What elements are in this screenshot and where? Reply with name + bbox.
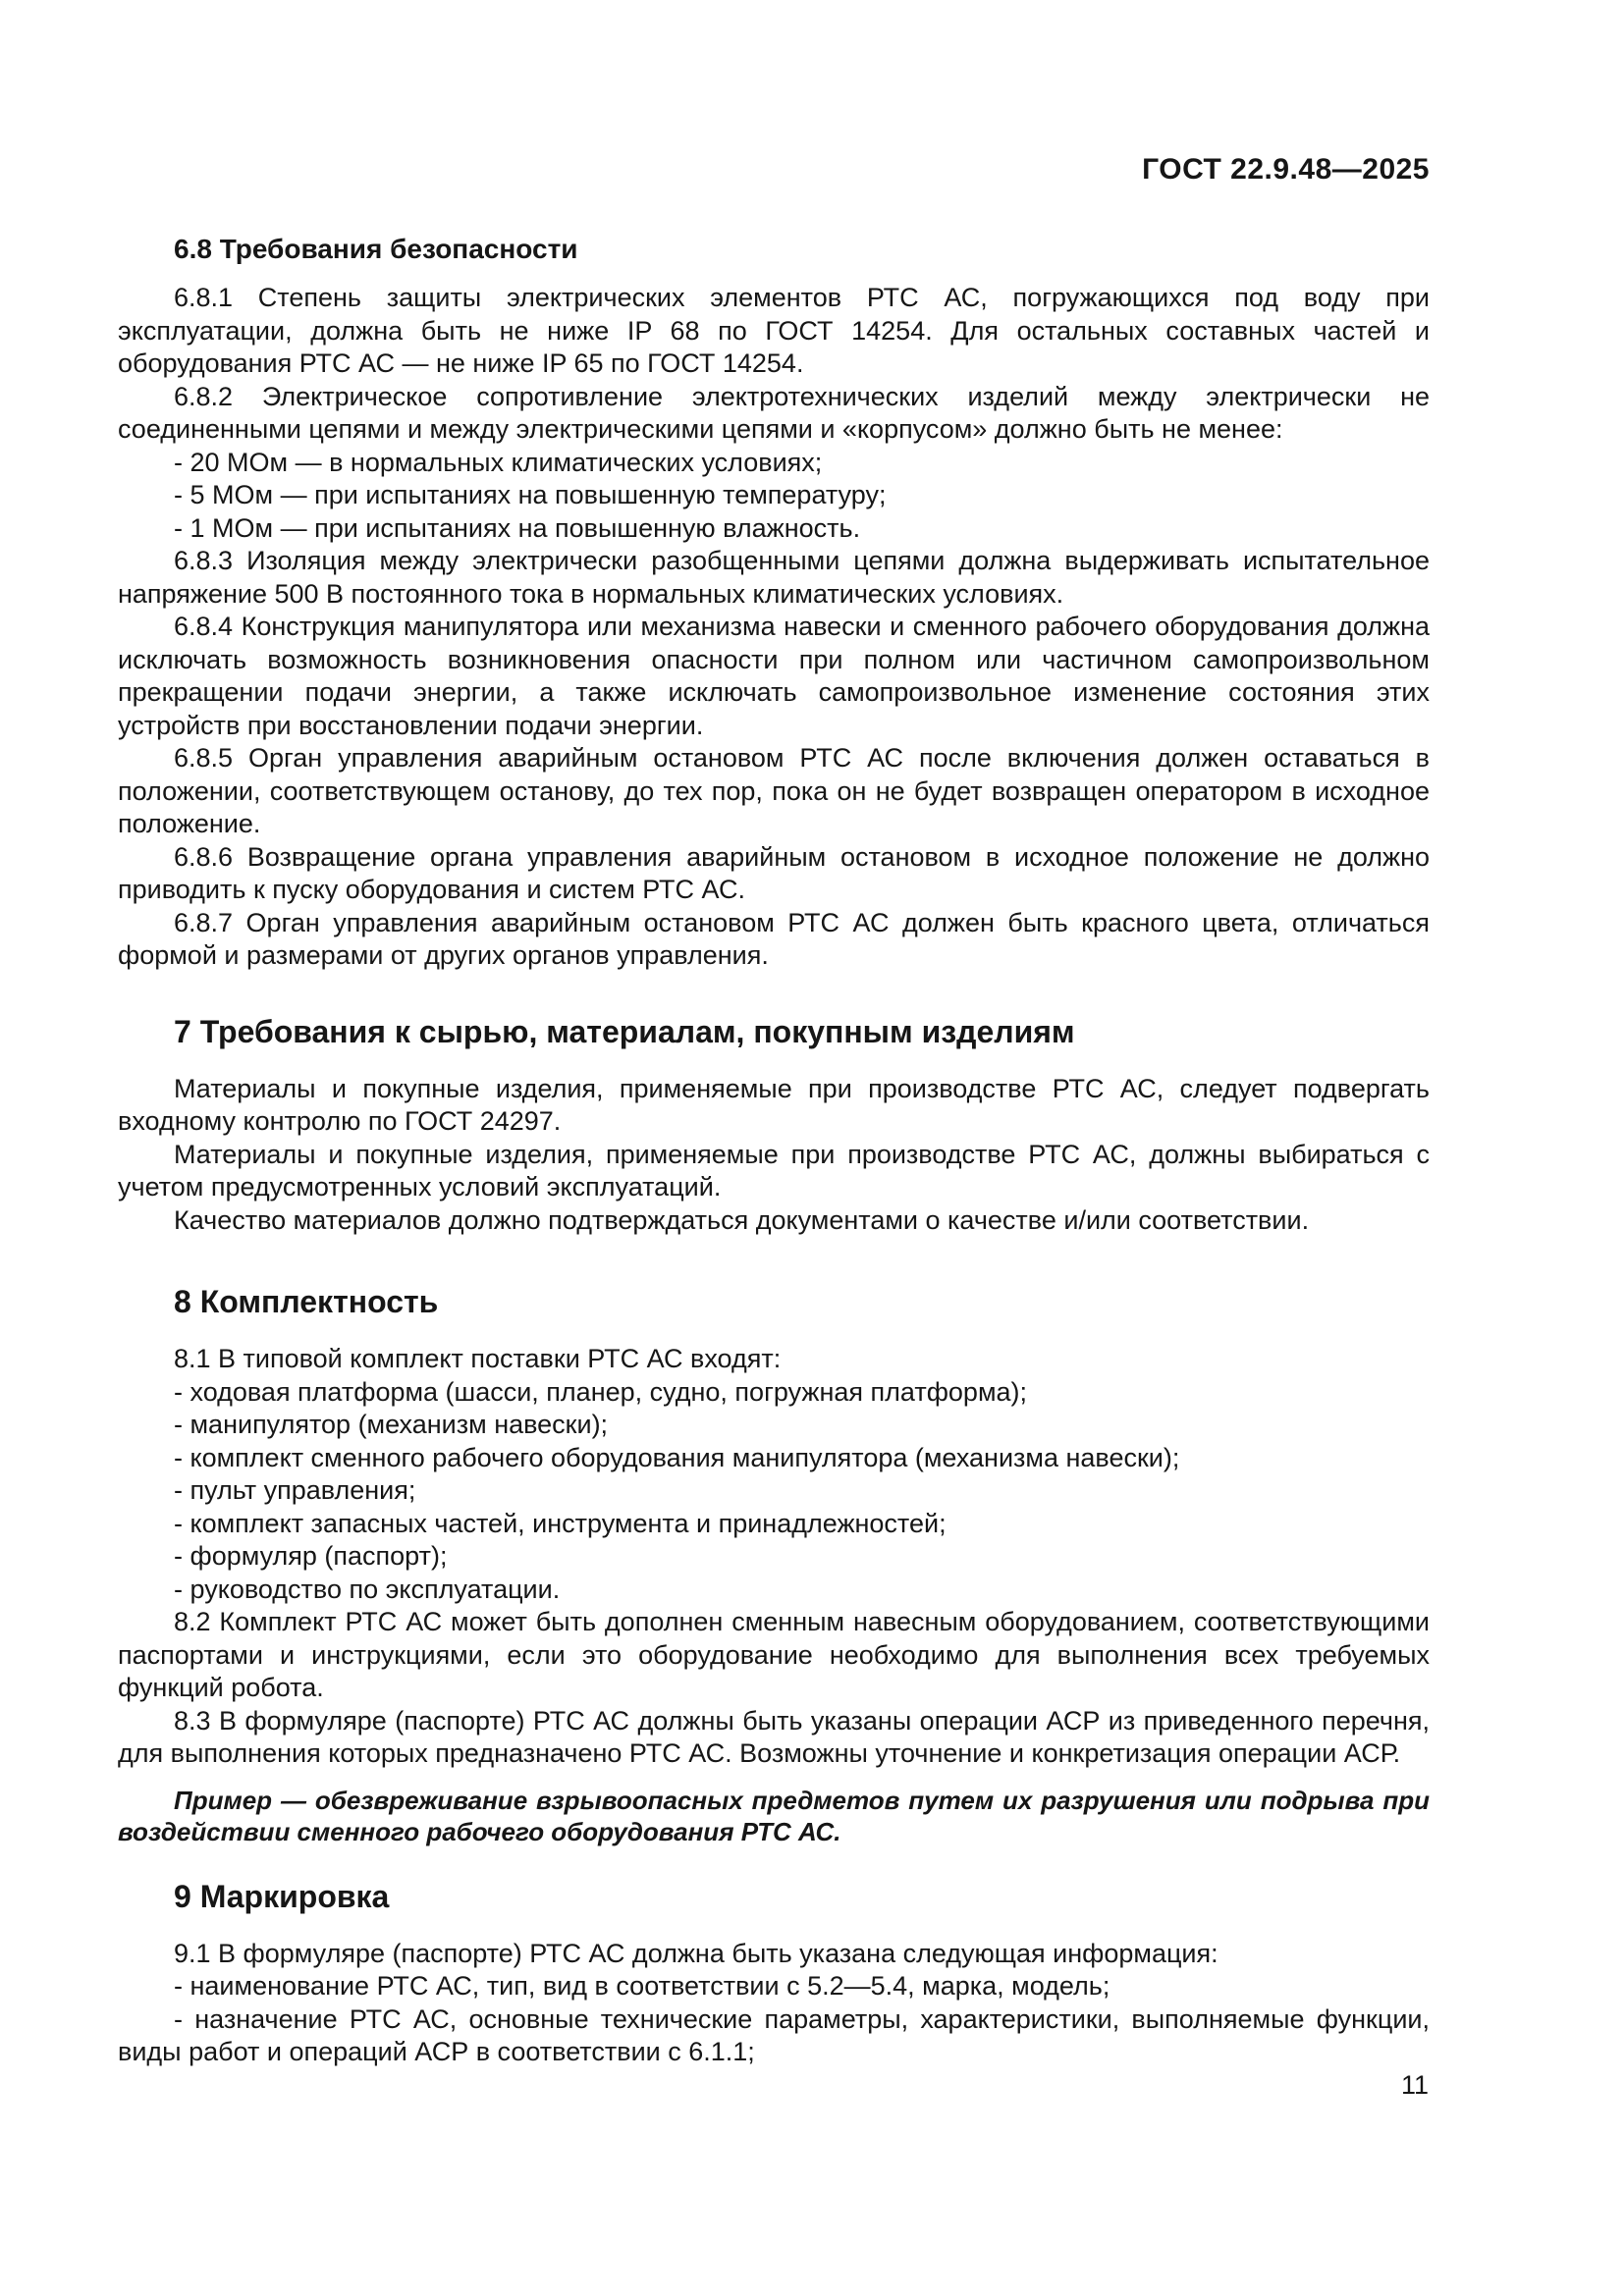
list-item-kit-5: - комплект запасных частей, инструмента и принадлежностей; [174,1508,947,1538]
para-6-8-2: 6.8.2 Электрическое сопротивление электротехнических изделий между электрически не соединенными цепями и между электрическими цепями и «корпусом» должно быть не менее: [118,381,1430,444]
page-number: 11 [1400,2070,1429,2100]
para-8-2: 8.2 Комплект РТС АС может быть дополнен сменным навесным оборудованием, соответствующими паспортами и инструкциями, если это оборудование необходимо для выполнения всех требуемых функций робота. [118,1607,1430,1702]
list-item-kit-3: - комплект сменного рабочего оборудования манипулятора (механизма навески); [174,1442,1180,1472]
section-9-heading: 9 Маркировка [174,1878,390,1914]
para-7-materials-selection: Материалы и покупные изделия, применяемые при производстве РТС АС, должны выбираться с учетом предусмотренных условий эксплуатаций. [118,1139,1430,1201]
list-item-kit-2: - манипулятор (механизм навески); [174,1410,609,1439]
list-item-kit-4: - пульт управления; [174,1475,416,1505]
section-7-heading: 7 Требования к сырью, материалам, покупным изделиям [174,1013,1075,1049]
section-8-heading: 8 Комплектность [174,1284,439,1319]
list-item-kit-6: - формуляр (паспорт); [174,1541,448,1571]
list-item-resistance-2: - 5 МОм — при испытаниях на повышенную температуру; [174,480,887,509]
para-7-quality: Качество материалов должно подтверждаться документами о качестве и/или соответствии. [174,1204,1310,1235]
list-item-resistance-3: - 1 МОм — при испытаниях на повышенную влажность. [174,512,861,543]
document-content [118,152,1430,2069]
para-6-8-7: 6.8.7 Орган управления аварийным остановом РТС АС должен быть красного цвета, отличаться формой и размерами от других органов управления. [118,907,1430,970]
list-item-resistance-1: - 20 МОм — в нормальных климатических условиях; [174,447,823,477]
list-item-kit-1: - ходовая платформа (шасси, планер, судно, погружная платформа); [174,1376,1028,1407]
list-item-marking-1: - наименование РТС АС, тип, вид в соответствии с 5.2—5.4, марка, модель; [174,1971,1110,2001]
doc-code-header: ГОСТ 22.9.48—2025 [1142,153,1430,186]
para-6-8-3: 6.8.3 Изоляция между электрически разобщенными цепями должна выдерживать испытательное напряжение 500 В постоянного тока в нормальных климатических условиях. [118,546,1430,609]
para-6-8-4: 6.8.4 Конструкция манипулятора или механизма навески и сменного рабочего оборудования должна исключать возможность возникновения опасности при полном или частичном самопроизвольном прекращении подачи энергии, а также исключать самопроизвольное изменение состояния этих устройств при восстановлении подачи энергии. [118,612,1430,740]
section-6-8-heading: 6.8 Требования безопасности [174,234,578,264]
para-6-8-1: 6.8.1 Степень защиты электрических элементов РТС АС, погружающихся под воду при эксплуатации, должна быть не ниже IP 68 по ГОСТ 14254. Для остальных составных частей и оборудования РТС АС — не ниже IP 65 по ГОСТ 14254. [118,283,1430,378]
para-8-1: 8.1 В типовой комплект поставки РТС АС входят: [174,1344,782,1373]
para-6-8-5: 6.8.5 Орган управления аварийным остановом РТС АС после включения должен оставаться в положении, соответствующем останову, до тех пор, пока он не будет возвращен оператором в исходное положение. [118,743,1430,838]
list-item-marking-2: - назначение РТС АС, основные технические параметры, характеристики, выполняемые функции, виды работ и операций АСР в соответствии с 6.1.1; [118,2003,1430,2066]
list-item-kit-7: - руководство по эксплуатации. [174,1574,561,1604]
example-note: Пример — обезвреживание взрывоопасных предметов путем их разрушения или подрыва при воздействии сменного рабочего оборудования РТС АС. [118,1785,1430,1846]
para-7-materials-control: Материалы и покупные изделия, применяемые при производстве РТС АС, следует подвергать входному контролю по ГОСТ 24297. [118,1073,1430,1136]
para-8-3: 8.3 В формуляре (паспорте) РТС АС должны быть указаны операции АСР из приведенного перечня, для выполнения которых предназначено РТС АС. Возможны уточнение и конкретизация операции АСР. [118,1705,1430,1768]
para-9-1: 9.1 В формуляре (паспорте) РТС АС должна быть указана следующая информация: [174,1938,1218,1968]
para-6-8-6: 6.8.6 Возвращение органа управления аварийным остановом в исходное положение не должно приводить к пуску оборудования и систем РТС АС. [118,841,1430,904]
